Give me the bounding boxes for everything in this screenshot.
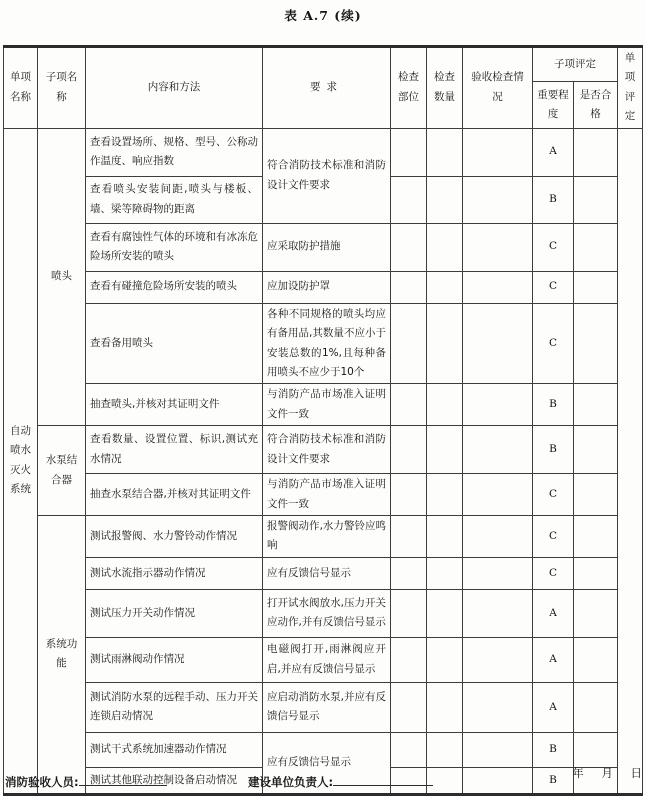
requirement-cell: 符合消防技术标准和消防设计文件要求 <box>263 426 391 474</box>
requirement-cell: 应有反馈信号显示 <box>263 557 391 589</box>
qualified-cell <box>574 682 618 732</box>
acceptance-check-cell <box>463 732 533 767</box>
acceptance-check-cell <box>463 426 533 474</box>
sub-name-pump-coupler: 水泵结合器 <box>38 426 86 516</box>
page-title: 表 A.7 (续) <box>284 8 362 23</box>
check-quantity-cell <box>427 426 463 474</box>
content-cell: 抽查喷头,并核对其证明文件 <box>86 384 263 426</box>
acceptance-check-cell <box>463 516 533 558</box>
column-header-sub-name: 子项名称 <box>38 47 86 129</box>
content-cell: 抽查水泵结合器,并核对其证明文件 <box>86 474 263 516</box>
requirement-cell: 符合消防技术标准和消防设计文件要求 <box>263 128 391 223</box>
importance-cell: C <box>533 303 574 384</box>
qualified-cell <box>574 637 618 682</box>
importance-cell: C <box>533 557 574 589</box>
content-cell: 查看备用喷头 <box>86 303 263 384</box>
check-location-cell <box>391 303 427 384</box>
unit-name-cell: 自动喷水灭火系统 <box>4 128 38 794</box>
column-header-qualified: 是否合格 <box>574 82 618 128</box>
importance-cell: A <box>533 589 574 637</box>
fire-acceptor-signature-line <box>79 774 167 786</box>
qualified-cell <box>574 303 618 384</box>
column-header-check-location: 检查部位 <box>391 47 427 129</box>
unit-evaluation-cell <box>618 128 643 794</box>
qualified-cell <box>574 557 618 589</box>
sub-name-system-function: 系统功能 <box>38 516 86 795</box>
requirement-cell: 与消防产品市场准入证明文件一致 <box>263 384 391 426</box>
content-cell: 测试其他联动控制设备启动情况 <box>86 767 263 794</box>
check-location-cell <box>391 557 427 589</box>
content-cell: 测试水流指示器动作情况 <box>86 557 263 589</box>
qualified-cell <box>574 128 618 176</box>
content-cell: 测试压力开关动作情况 <box>86 589 263 637</box>
content-cell: 查看有碰撞危险场所安装的喷头 <box>86 271 263 303</box>
content-cell: 查看设置场所、规格、型号、公称动作温度、响应指数 <box>86 128 263 176</box>
importance-cell: B <box>533 176 574 223</box>
importance-cell: C <box>533 516 574 558</box>
importance-cell: A <box>533 128 574 176</box>
requirement-cell: 打开试水阀放水,压力开关应动作,并有反馈信号显示 <box>263 589 391 637</box>
importance-cell: A <box>533 682 574 732</box>
qualified-cell <box>574 271 618 303</box>
check-quantity-cell <box>427 732 463 767</box>
content-cell: 测试消防水泵的远程手动、压力开关连锁启动情况 <box>86 682 263 732</box>
construction-unit-label: 建设单位负责人: <box>248 775 334 789</box>
check-location-cell <box>391 637 427 682</box>
column-header-requirement: 要求 <box>263 47 391 129</box>
check-location-cell <box>391 176 427 223</box>
requirement-cell: 应有反馈信号显示 <box>263 732 391 794</box>
qualified-cell <box>574 384 618 426</box>
check-location-cell <box>391 426 427 474</box>
check-quantity-cell <box>427 474 463 516</box>
content-cell: 测试干式系统加速器动作情况 <box>86 732 263 767</box>
check-location-cell <box>391 682 427 732</box>
acceptance-check-cell <box>463 223 533 271</box>
check-quantity-cell <box>427 223 463 271</box>
check-location-cell <box>391 516 427 558</box>
fire-acceptor-label: 消防验收人员: <box>5 775 79 789</box>
column-header-unit-evaluation: 单项评定 <box>618 47 643 129</box>
check-location-cell <box>391 223 427 271</box>
check-quantity-cell <box>427 557 463 589</box>
requirement-cell: 与消防产品市场准入证明文件一致 <box>263 474 391 516</box>
importance-cell: C <box>533 223 574 271</box>
importance-cell: B <box>533 732 574 767</box>
qualified-cell <box>574 223 618 271</box>
check-quantity-cell <box>427 176 463 223</box>
sub-name-sprinkler: 喷头 <box>38 128 86 426</box>
acceptance-check-cell <box>463 128 533 176</box>
column-header-sub-evaluation: 子项评定 <box>533 47 618 82</box>
column-header-acceptance-check: 验收检查情况 <box>463 47 533 129</box>
acceptance-check-cell <box>463 682 533 732</box>
importance-cell: B <box>533 767 574 794</box>
acceptance-check-cell <box>463 384 533 426</box>
column-header-unit-name: 单项名称 <box>4 47 38 129</box>
content-cell: 测试报警阀、水力警铃动作情况 <box>86 516 263 558</box>
check-location-cell <box>391 589 427 637</box>
check-quantity-cell <box>427 682 463 732</box>
qualified-cell <box>574 426 618 474</box>
importance-cell: C <box>533 474 574 516</box>
importance-cell: B <box>533 384 574 426</box>
content-cell: 查看喷头安装间距,喷头与楼板、墙、梁等障碍物的距离 <box>86 176 263 223</box>
check-location-cell <box>391 732 427 767</box>
acceptance-check-cell <box>463 176 533 223</box>
requirement-cell: 电磁阀打开,雨淋阀应开启,并应有反馈信号显示 <box>263 637 391 682</box>
check-quantity-cell <box>427 637 463 682</box>
signature-footer <box>0 766 646 794</box>
inspection-form-table <box>3 45 643 796</box>
content-cell: 查看数量、设置位置、标识,测试充水情况 <box>86 426 263 474</box>
requirement-cell: 应加设防护罩 <box>263 271 391 303</box>
acceptance-check-cell <box>463 271 533 303</box>
content-cell: 查看有腐蚀性气体的环境和有冰冻危险场所安装的喷头 <box>86 223 263 271</box>
check-quantity-cell <box>427 589 463 637</box>
requirement-cell: 各种不同规格的喷头均应有备用品,其数量不应小于安装总数的1%,且每种备用喷头不应少于10个 <box>263 303 391 384</box>
check-quantity-cell <box>427 303 463 384</box>
importance-cell: C <box>533 271 574 303</box>
column-header-importance: 重要程度 <box>533 82 574 128</box>
qualified-cell <box>574 474 618 516</box>
requirement-cell: 应采取防护措施 <box>263 223 391 271</box>
acceptance-check-cell <box>463 557 533 589</box>
date-fields: 年 月 日 <box>572 766 642 780</box>
importance-cell: B <box>533 426 574 474</box>
column-header-check-quantity: 检查数量 <box>427 47 463 129</box>
acceptance-check-cell <box>463 637 533 682</box>
qualified-cell <box>574 589 618 637</box>
check-quantity-cell <box>427 384 463 426</box>
check-quantity-cell <box>427 128 463 176</box>
construction-unit-signature-line <box>333 774 433 786</box>
check-quantity-cell <box>427 271 463 303</box>
requirement-cell: 应启动消防水泵,并应有反馈信号显示 <box>263 682 391 732</box>
acceptance-check-cell <box>463 474 533 516</box>
acceptance-check-cell <box>463 589 533 637</box>
check-location-cell <box>391 271 427 303</box>
check-location-cell <box>391 384 427 426</box>
qualified-cell <box>574 176 618 223</box>
check-location-cell <box>391 474 427 516</box>
acceptance-check-cell <box>463 303 533 384</box>
column-header-content-method: 内容和方法 <box>86 47 263 129</box>
qualified-cell <box>574 516 618 558</box>
qualified-cell <box>574 732 618 767</box>
importance-cell: A <box>533 637 574 682</box>
check-location-cell <box>391 128 427 176</box>
requirement-cell: 报警阀动作,水力警铃应鸣响 <box>263 516 391 558</box>
check-quantity-cell <box>427 516 463 558</box>
content-cell: 测试雨淋阀动作情况 <box>86 637 263 682</box>
